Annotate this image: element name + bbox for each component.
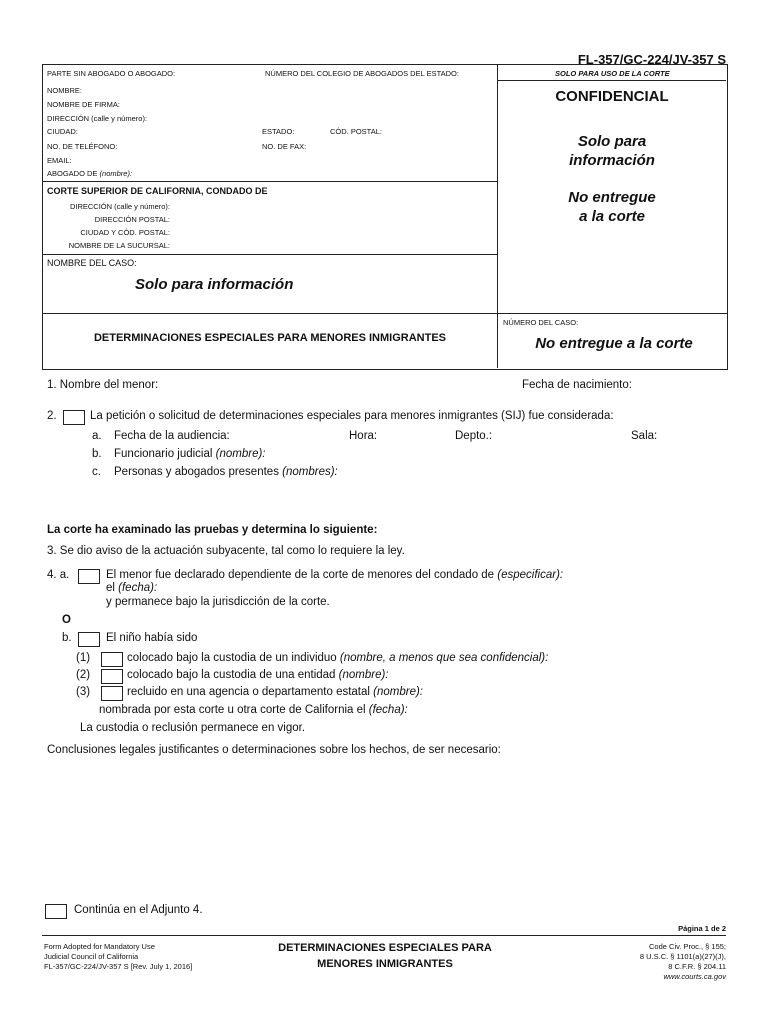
item4b-text: El niño había sido [106,632,198,644]
attorney-section-divider [42,181,498,182]
court-street-label[interactable]: DIRECCIÓN (calle y número): [69,202,170,211]
item4a-date-hint: (fecha): [118,582,158,594]
hearing-time-label[interactable]: Hora: [349,430,378,442]
sub3-label: recluido en una agencia o departamento estatal [127,686,370,698]
item4a-date-field[interactable] [106,582,157,594]
no-deliver-line1: No entregue [568,189,656,206]
case-number-label[interactable]: NÚMERO DEL CASO: [503,318,579,327]
judicial-officer-hint: (nombre): [215,448,266,460]
court-section-divider [42,254,498,255]
city-label[interactable]: CIUDAD: [47,127,78,136]
attorney-label: PARTE SIN ABOGADO O ABOGADO: [47,69,176,78]
item4b-checkbox[interactable] [78,632,100,647]
attorney-for-hint: (nombre): [99,169,133,178]
courts-website-link[interactable]: www.courts.ca.gov [663,972,726,981]
item4a-number: 4. a. [47,569,70,581]
item4a-hint: (especificar): [497,569,564,581]
sub2-hint: (nombre): [338,669,389,681]
conclusions-label[interactable]: Conclusiones legales justificantes o determinaciones sobre los hechos, de ser necesario: [47,744,501,756]
item2-number: 2. [47,410,57,422]
fax-label[interactable]: NO. DE FAX: [262,142,307,151]
page-number: Página 1 de 2 [678,924,726,933]
adopted-line3: FL-357/GC-224/JV-357 S [Rev. July 1, 2016] [44,962,193,971]
item2c-prefix: c. [92,466,101,478]
item4a-text [106,569,563,581]
sub1-checkbox[interactable] [101,652,123,667]
item2-text: La petición o solicitud de determinaciones especiales para menores inmigrantes (SIJ) fue considerada: [90,410,614,422]
adopted-line2: Judicial Council of California [44,952,139,961]
form-title: DETERMINACIONES ESPECIALES PARA MENORES INMIGRANTES [93,332,447,344]
judicial-officer-field[interactable] [114,448,266,460]
footer-title-line1: DETERMINACIONES ESPECIALES PARA [278,942,492,954]
hearing-dept-label[interactable]: Depto.: [455,430,493,442]
sub1-text [127,652,548,664]
footer-title-line2: MENORES INMIGRANTES [317,958,453,970]
sub2-label: colocado bajo la custodia de una entidad [127,669,336,681]
persons-present-label: Personas y abogados presentes [114,466,279,478]
continued-label: Continúa en el Adjunto 4. [74,904,203,916]
item1-dob[interactable]: Fecha de nacimiento: [522,379,632,391]
footer-rule [42,935,726,936]
bar-number-label: NÚMERO DEL COLEGIO DE ABOGADOS DEL ESTADO: [265,69,459,78]
phone-label[interactable]: NO. DE TELÉFONO: [47,142,118,151]
findings-heading: La corte ha examinado las pruebas y determina lo siguiente: [47,524,378,536]
named-by-text: nombrada por esta corte u otra corte de California el [99,704,366,716]
sub3-text [127,686,423,698]
court-use-label: SOLO PARA USO DE LA CORTE [555,69,670,78]
sub3-hint: (nombre): [373,686,424,698]
hearing-room-label[interactable]: Sala: [631,430,658,442]
custody-remains: La custodia o reclusión permanece en vigor. [80,722,306,734]
form-number: FL-357/GC-224/JV-357 S [577,52,726,67]
judicial-officer-label: Funcionario judicial [114,448,213,460]
attorney-for-field[interactable] [47,169,132,178]
sub1-label: colocado bajo la custodia de un individuo [127,652,337,664]
persons-present-field[interactable] [114,466,338,478]
firm-label[interactable]: NOMBRE DE FIRMA: [47,100,120,109]
code-line3: 8 C.F.R. § 204.11 [668,962,726,971]
case-name-overlay: Solo para información [135,276,294,293]
court-use-rule [498,80,726,81]
persons-present-hint: (nombres): [282,466,338,478]
court-branch-label[interactable]: NOMBRE DE LA SUCURSAL: [68,241,170,250]
item2b-prefix: b. [92,448,102,460]
sub1-hint: (nombre, a menos que sea confidencial): [339,652,549,664]
attorney-for-label: ABOGADO DE [47,169,98,178]
info-only-line2: información [569,152,655,169]
item2a-prefix: a. [92,430,102,442]
court-title: CORTE SUPERIOR DE CALIFORNIA, CONDADO DE [47,186,268,196]
case-name-label[interactable]: NOMBRE DEL CASO: [47,258,137,268]
court-mailing-label[interactable]: DIRECCIÓN POSTAL: [94,215,170,224]
item4a-on: el [106,582,115,594]
sub3-number: (3) [76,686,91,698]
case-name-divider [42,313,727,314]
item3-text: 3. Se dio aviso de la actuación subyacente, tal como lo requiere la ley. [47,545,405,557]
hearing-date-label[interactable]: Fecha de la audiencia: [114,430,230,442]
item1-child-name[interactable]: 1. Nombre del menor: [47,379,159,391]
sub2-number: (2) [76,669,91,681]
zip-label[interactable]: CÓD. POSTAL: [330,127,382,136]
no-deliver-line2: a la corte [579,208,645,225]
item4b-prefix: b. [62,632,72,644]
sub1-number: (1) [76,652,91,664]
sub3-checkbox[interactable] [101,686,123,701]
adopted-line1: Form Adopted for Mandatory Use [44,942,155,951]
named-by-field[interactable] [99,704,408,716]
or-label: O [62,614,71,626]
sub2-checkbox[interactable] [101,669,123,684]
email-label[interactable]: EMAIL: [47,156,72,165]
item4a-checkbox[interactable] [78,569,100,584]
state-label[interactable]: ESTADO: [262,127,295,136]
code-line1: Code Civ. Proc., § 155; [649,942,726,951]
item4a-label: El menor fue declarado dependiente de la corte de menores del condado de [106,569,495,581]
sub2-text [127,669,389,681]
continued-checkbox[interactable] [45,904,67,919]
name-label[interactable]: NOMBRE: [47,86,83,95]
item4a-remains: y permanece bajo la jurisdicción de la corte. [106,596,330,608]
confidential-label: CONFIDENCIAL [555,88,669,105]
code-line2: 8 U.S.C. § 1101(a)(27)(J), [639,952,726,961]
info-only-line1: Solo para [577,133,647,150]
court-city-zip-label[interactable]: CIUDAD Y CÓD. POSTAL: [80,228,170,237]
named-by-hint: (fecha): [368,704,408,716]
item2-checkbox[interactable] [63,410,85,425]
case-number-overlay: No entregue a la corte [535,335,693,352]
address-label[interactable]: DIRECCIÓN (calle y número): [47,114,148,123]
